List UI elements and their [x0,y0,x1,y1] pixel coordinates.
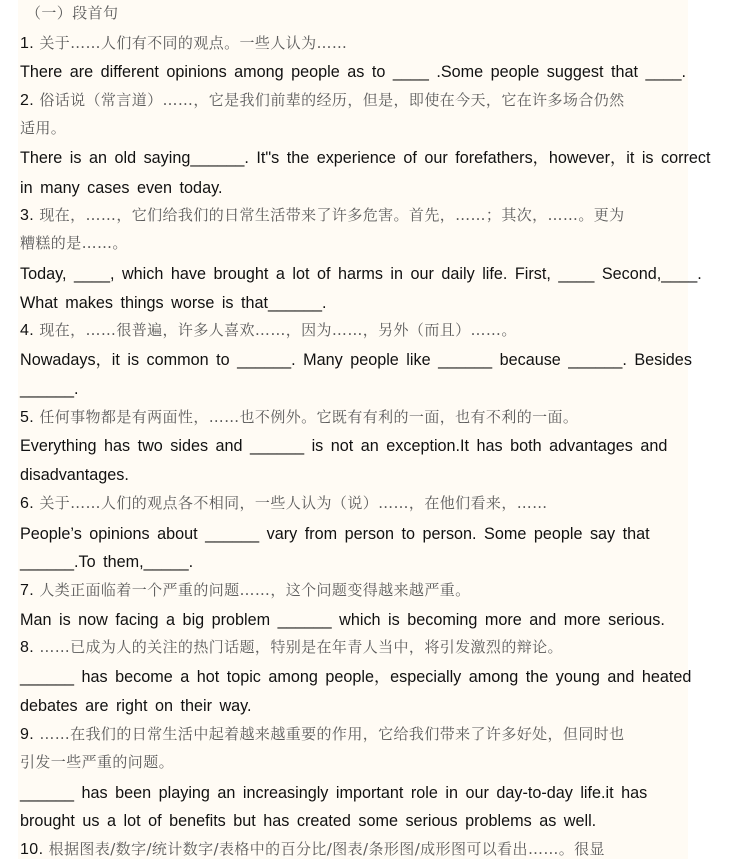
item-9-chinese-cont: 引发一些严重的问题。 [20,753,175,771]
item-number: 3. [20,207,35,224]
item-3-chinese-cont: 糟糕的是……。 [20,234,128,252]
item-2-english: There is an old saying______. It"s the experience of our forefathers，however，it is correct [20,149,711,167]
item-number: 2. [20,92,35,109]
chinese-text: 现在，……很普遍，许多人喜欢……，因为……，另外（而且）……。 [39,321,517,339]
item-3-english: Today, ____, which have brought a lot of harms in our daily life. First, ____ Second,____. [20,265,702,283]
chinese-text: 现在，……，它们给我们的日常生活带来了许多危害。首先，……；其次，……。更为 [39,206,625,224]
item-9-chinese [20,724,625,745]
item-number: 8. [20,639,35,656]
item-4-english: Nowadays，it is common to ______. Many people like ______ because ______. Besides [20,351,692,369]
item-6-chinese [20,493,548,514]
item-number: 9. [20,726,35,743]
item-4-chinese [20,320,517,341]
item-5-english: Everything has two sides and ______ is not an exception.It has both advantages and [20,437,668,455]
chinese-text: 根据图表/数字/统计数字/表格中的百分比/图表/条形图/成形图可以看出……。很显 [48,840,605,858]
item-5-chinese [20,407,578,428]
item-9-english: ______ has been playing an increasingly important role in our day-to-day life.it has [20,784,648,802]
item-4-english-cont: ______. [20,380,79,398]
item-number: 4. [20,322,35,339]
chinese-text: ……已成为人的关注的热门话题，特别是在年青人当中，将引发激烈的辩论。 [39,638,563,656]
item-6-english-cont: ______.To them,_____. [20,553,194,571]
chinese-text: 俗话说（常言道）……，它是我们前辈的经历，但是，即使在今天，它在许多场合仍然 [39,91,625,109]
item-2-english-cont: in many cases even today. [20,179,223,197]
item-7-english: Man is now facing a big problem ______ which is becoming more and more serious. [20,611,665,629]
item-9-english-cont: brought us a lot of benefits but has created some serious problems as well. [20,812,597,830]
item-8-english-cont: debates are right on their way. [20,697,252,715]
item-1-chinese [20,33,347,54]
item-number: 10. [20,841,44,858]
item-7-chinese [20,580,471,601]
item-number: 1. [20,35,35,52]
item-5-english-cont: disadvantages. [20,466,129,484]
item-6-english: People’s opinions about ______ vary from person to person. Some people say that [20,525,650,543]
chinese-text: ……在我们的日常生活中起着越来越重要的作用，它给我们带来了许多好处，但同时也 [39,725,625,743]
chinese-text: 关于……人们有不同的观点。一些人认为…… [39,34,348,52]
item-8-chinese [20,637,563,658]
chinese-text: 关于……人们的观点各不相同，一些人认为（说）……，在他们看来，…… [39,494,548,512]
chinese-text: 人类正面临着一个严重的问题……，这个问题变得越来越严重。 [39,581,471,599]
item-3-english-cont: What makes things worse is that______. [20,294,327,312]
item-number: 7. [20,582,35,599]
item-number: 6. [20,495,35,512]
item-8-english: ______ has become a hot topic among people，especially among the young and heated [20,668,692,686]
item-2-chinese-cont: 适用。 [20,119,67,137]
item-2-chinese [20,90,625,111]
section-heading: （一）段首句 [26,4,119,22]
item-number: 5. [20,409,35,426]
item-1-english: There are different opinions among people as to ____ .Some people suggest that ____. [20,63,686,81]
item-10-chinese [20,839,605,860]
chinese-text: 任何事物都是有两面性，……也不例外。它既有有利的一面，也有不利的一面。 [39,408,579,426]
item-3-chinese [20,205,625,226]
